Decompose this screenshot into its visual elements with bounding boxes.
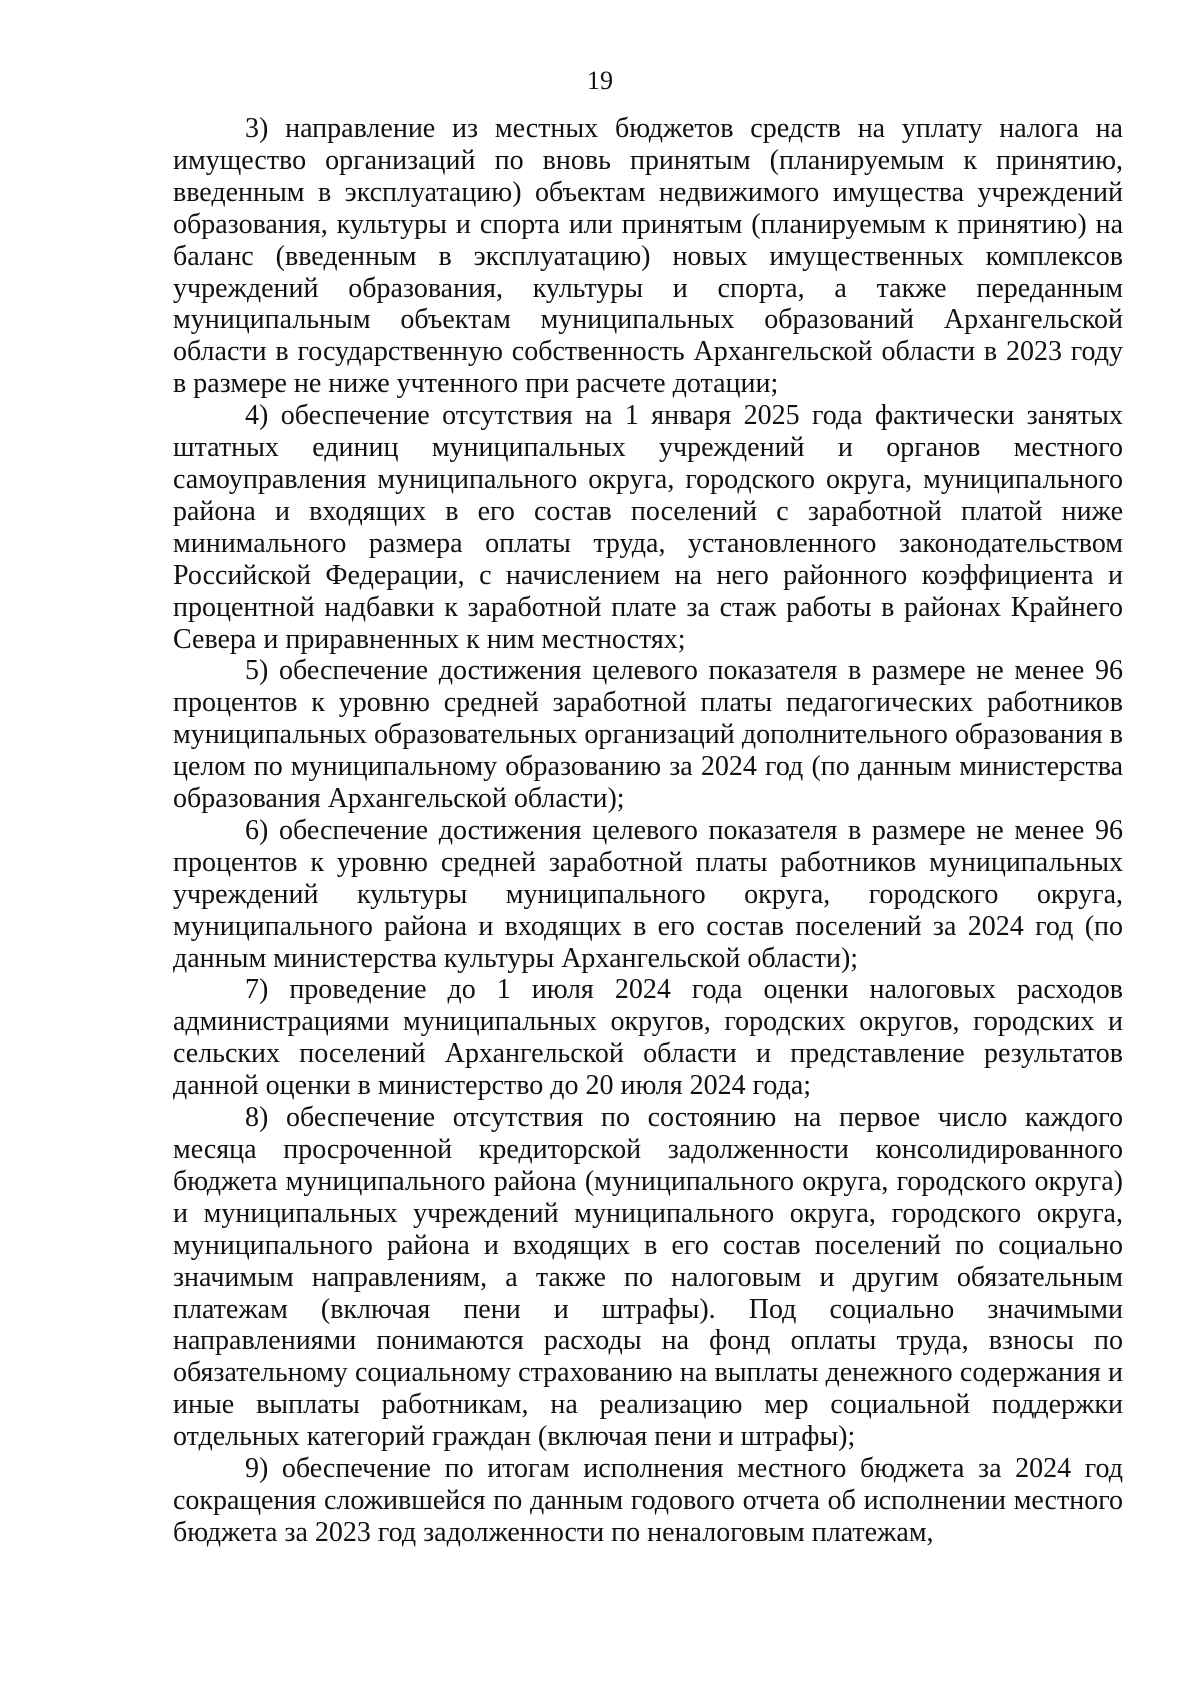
paragraph-item-3: 3) направление из местных бюджетов средств на уплату налога на имущество организаций по вновь принятым (планируемым к принятию, введенным в эксплуатацию) объектам недвижимого имущества учреждений образования, культуры и спорта или принятым (планируемым к принятию) на баланс (введенным в эксплуатацию) новых имущественных комплексов учреждений образования, культуры и спорта, а также переданным муниципальным объектам муниципальных образований Архангельской области в государственную собственность Архангельской области в 2023 году в размере не ниже учтенного при расчете дотации;: [173, 113, 1123, 400]
paragraph-item-5: 5) обеспечение достижения целевого показателя в размере не менее 96 процентов к уровню средней заработной платы педагогических работников муниципальных образовательных организаций дополнительного образования в целом по муниципальному образованию за 2024 год (по данным министерства образования Архангельской области);: [173, 655, 1123, 815]
page-number: 19: [587, 66, 613, 95]
paragraph-item-4: 4) обеспечение отсутствия на 1 января 2025 года фактически занятых штатных единиц муниципальных учреждений и органов местного самоуправления муниципального округа, городского округа, муниципального района и входящих в его состав поселений с заработной платой ниже минимального размера оплаты труда, установленного законодательством Российской Федерации, с начислением на него районного коэффициента и процентной надбавки к заработной плате за стаж работы в районах Крайнего Севера и приравненных к ним местностях;: [173, 400, 1123, 655]
paragraph-item-8: 8) обеспечение отсутствия по состоянию на первое число каждого месяца просроченной кредиторской задолженности консолидированного бюджета муниципального района (муниципального округа, городского округа) и муниципальных учреждений муниципального округа, городского округа, муниципального района и входящих в его состав поселений по социально значимым направлениям, а также по налоговым и другим обязательным платежам (включая пени и штрафы). Под социально значимыми направлениями понимаются расходы на фонд оплаты труда, взносы по обязательному социальному страхованию на выплаты денежного содержания и иные выплаты работникам, на реализацию мер социальной поддержки отдельных категорий граждан (включая пени и штрафы);: [173, 1102, 1123, 1453]
paragraph-item-9: 9) обеспечение по итогам исполнения местного бюджета за 2024 год сокращения сложившейся по данным годового отчета об исполнении местного бюджета за 2023 год задолженности по неналоговым платежам,: [173, 1453, 1123, 1548]
document-body: [173, 113, 1123, 1549]
paragraph-item-6: 6) обеспечение достижения целевого показателя в размере не менее 96 процентов к уровню средней заработной платы работников муниципальных учреждений культуры муниципального округа, городского округа, муниципального района и входящих в его состав поселений за 2024 год (по данным министерства культуры Архангельской области);: [173, 814, 1123, 974]
paragraph-item-7: 7) проведение до 1 июля 2024 года оценки налоговых расходов администрациями муниципальных округов, городских округов, городских и сельских поселений Архангельской области и представление результатов данной оценки в министерство до 20 июля 2024 года;: [173, 974, 1123, 1102]
